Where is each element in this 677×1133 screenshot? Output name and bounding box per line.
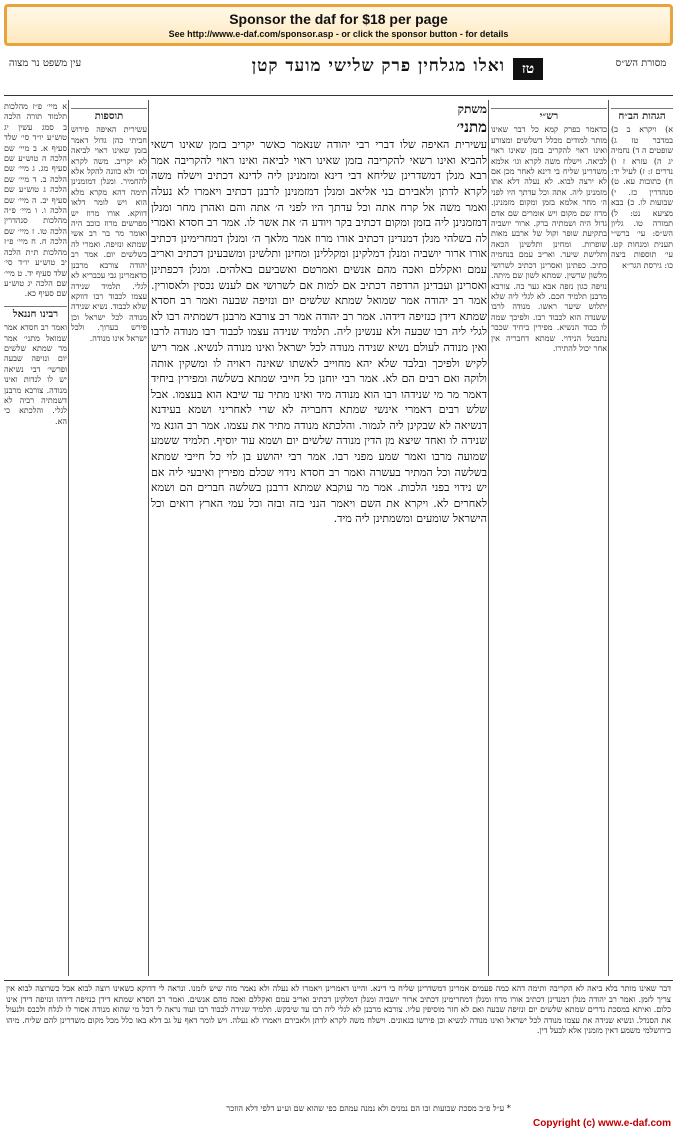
- copyright-link[interactable]: Copyright (c) www.e-daf.com: [533, 1118, 671, 1129]
- right-margin-text: א) ויקרא ב ב) במדבר טז ג) שופטים ה ד) נחמיה יג ה) עזרא ז ו) נדרים ז: ז) לעיל יד: ח) כתובות עא. ט) סנהדרין כז. י) שבועות לו. כ) בבא מציעא נט: ל) תמורה טו. גליון הש״ס: עי׳ ברש״י תענית ומנחות קט. עי׳ תוספות ביצה כו: גירסת הגר״א: [611, 125, 673, 270]
- rashi-label: רש״י: [491, 108, 607, 122]
- mishna-label: מתני׳: [456, 117, 487, 136]
- column-divider: [148, 100, 149, 976]
- rashi-column: [491, 102, 607, 974]
- tosafot-text: עשירית האיפה פירוש חביתי כהן גדול דאמר בזמן שאינו ראוי לביאה לא יקריב. משה לקרא וכו׳ ולא כוונה להקל אלא להחמיר. ומנלן דמזמנינן תימה דהא מקרא מלא הוא ויש לומר דלאו דווקא. אורו מרוז יש מפרשים מרוז כוכב היה ואומר מר בר רב אשי שמתא ונזיפה. ואמרי לה בשלשים יום. אמר רב יהודה צורבא מרבנן כדאמרינן גבי עכבריא לא לגלי. תלמיד שנידה עצמו לכבוד רבו דווקא שלא לכבוד. נשיא שנידה מנודה לכל ישראל וכן פירש בערוך. ולכל ישראל אינו מנודה.: [71, 125, 147, 343]
- gemara-column: [151, 102, 487, 974]
- rabbeinu-chananel-label: רבינו חננאל: [4, 306, 67, 320]
- column-divider: [608, 100, 609, 976]
- sponsor-title[interactable]: Sponsor the daf for $18 per page: [229, 11, 448, 27]
- bottom-commentary: [4, 980, 673, 1100]
- right-margin-heading: מסורת הש״ס: [615, 58, 667, 69]
- gemara-text: עשירית האיפה שלו דברי רבי יהודה שנאמר כאשר יקריב בזמן שאינו רשאי להביא ואינו רשאי להקריבה בזמן שאינו ראוי לביאה ואינו ראוי להקריבה אמר רבא מנלן דמשדרינן שליחא דבי דינא ומזמנינן ליה לדינא דכתיב וישלח משה לקרא לדתן ולאבירם בני אליאב ומנלן דמזמנינן לרבנן דכתיב ויאמרו לא נעלה ואמר משה אל קרח אתה וכל עדתך היו לפני ה׳ אתה והם ואהרן מחר ומנלן דמזמנינן ליה בזמן ומקום דכתיב בקר ויודע ה׳ את אשר לו. אמר רב חסדא ואמרי לה בשלהי מנלן דמנדינן דכתיב אורו מרוז אמר מלאך ה׳ ומנלן דמחרימינן דכתיב אורו ארור יושביה ומנלן דמלקינן ומקללינן ומחינן ותלשינן ומשבעינן דכתיב ואריב עמם ואקללם ואכה מהם אנשים ואמרטם ואשביעם באלהים. ומנלן דכפתינן ואסרינן ועבדינן הרדפה דכתיב אם למות אם לשרושי אם לענש נכסין ולאסורין. אמר רב יהודה אמר שמואל שמתא שלשים יום ונזיפה שבעה ואמר רב חסדא שמתא דידן כנזיפה דידהו. אמר רב יהודה אמר רב צורבא מרבנן דשמתיה רבו לא לגלי ליה רבו שבעה ולא ענשינן ליה. תלמיד שנידה עצמו לכבוד רבו מנודה לרבו ואין מנודה לעולם נשיא שנידה מנודה לכל ישראל ואינו מנודה לנשיא. אמר ריש לקיש ולפיכך ובלבד שלא יהא מחוייב לאשתו שאינה ראויה לו ומשקין אותה ולוקה ואם רבים הם לא. אמר רבי יוחנן כל חייבי שמתא בשלשה ומפירין ביחיד דאמר מר מי שנידהו רבו הוא מנודה מיד ואינו מתיר עד שיבא הוא בעצמו. אבל שלש רבים דאמרי אינשי שמתא דחבריה לא שרי לאחריני ושמא בעידנא דנשיאה לא שבקינן ליה לגמור. והלכתא מנודה מתיר את עצמו. אמר רב הונא מי שנידה לו ואחד שיצא מן הדין מנודה שלשים יום ושמא עוד יוסיף. תלמיד ששמע שמועה מרבו ואמר שמע מפני רבו. אמר רבי יהושע בן לוי כל חייבי שמתא בשלשה וכל המתיר בעשרה ואמר רב חסדא נידוי שכלם מפירין ואיבעי ליה אם יש נידוי בפני הלכות. אמר מר עוקבא שמתא דרבנן בשלשה חברים הם ושמא לאחרים לא. ויקרא את השם ויאמר הנני בזה ובזה וכל עמי הארץ רואים וכל הישראל שומעים ומשמתינן ליה מיד.: [151, 138, 487, 526]
- tosafot-label: תוספות: [71, 108, 147, 122]
- column-divider: [68, 100, 69, 976]
- footnote: * ע״ל פ״ב מסכת שבועות ובו הם נמנים ולא נמנה עמהם כפי שהוא שם וע״ע דלפי דלא הוזכר: [226, 1104, 511, 1113]
- rabbeinu-chananel-text: ואמר רב חסדא אמר שמואל מתני׳ אמר מר שמתא שלשים יום ונזיפה שבעה ופרשי׳ דבי נשיאה יש לו לנדות ואינו מנודה. צורבא מרבנן דשמתיה רביה לא לגלי. והלכתא כי הא.: [4, 323, 67, 426]
- page-header: [4, 52, 673, 96]
- page-title: ואלו מגלחין פרק שלישי מועד קטן: [251, 56, 505, 76]
- hagahot-label: הגהות הב״ח: [611, 108, 673, 122]
- sponsor-banner[interactable]: [4, 4, 673, 46]
- column-divider: [488, 100, 489, 976]
- left-margin-column: [4, 102, 67, 974]
- tosafot-column: [71, 102, 147, 974]
- sponsor-subtitle[interactable]: See http://www.e-daf.com/sponsor.asp - or click the sponsor button - for details: [168, 29, 509, 39]
- daf-number: טז: [513, 58, 543, 80]
- ein-mishpat-text: א מיי׳ פ״ז מהלכות תלמוד תורה הלכה ב סמג עשין יג טוש״ע יו״ד סי׳ שלד סעיף א. ב מיי׳ שם הלכה ה טוש״ע שם סעיף מג. ג מיי׳ שם הלכה ב. ד מיי׳ שם הלכה ג טוש״ע שם סעיף יב. ה מיי׳ שם הלכה ו. ו מיי׳ פ״ה מהלכות סנהדרין הלכה טו. ז מיי׳ שם הלכה ח. ח מיי׳ פ״ז מהלכות ת״ת הלכה יב טוש״ע יו״ד סי׳ שלד סעיף יד. ט מיי׳ שם הלכה יג טוש״ע שם סעיף כא.: [4, 102, 67, 299]
- talmud-page: [4, 52, 673, 1124]
- bottom-commentary-text: דבר שאינו מותר בלא ביאה לא הקריבה ותימה דהא כמה פעמים אמרינן דמשדרינן שליח בי דינא. והיינו דאמרינן ויאמרו לא נעלה ולא נאמר מזה שיש לזמנו. ונראה לי דדוקא כשאינו רוצה לבוא אבל כשרוצה לבוא אין צריך לזמן. ואמר רב יהודה מנלן דמנדינן דכתיב אורו מרוז ומנלן דמחרימינן דכתיב ארור יושביה ומנלן דמלקינן דכתיב ואריב עמם ואקללם ואכה מהם אנשים. ואמר רב חסדא שמתא דידן כנזיפה דידהו ונזיפה דידן אינו כלום. ואיתא במסכת נדרים שמתא שלשים יום ונזיפה שבעה ואם לא חזר מוסיפין עליו. צורבא מרבנן לא לגלי ליה רבו עד שיבקש. תלמיד שנידה לכבוד רבו ועוד נראה לי דכל מי שהוא מנודה אסור לו לגלח ולכבס ולנעול את הסנדל. ונשיא שנידה את עצמו מנודה לכל ישראל ואינו מנודה לנשיא וכן פירשו בגאונים. וישלח משה לקרא לדתן ולאבירם ויאמרו לא נעלה. ויש לומר דאף על גב דלא באו כלל מכל מקום משדרינן להם שליח. מיהו בירושלמי משמע דאין מזמנין אלא לבעל דין.: [6, 984, 672, 1036]
- rashi-text: כדאמר בפרק קמא כל דבר שאינו מותר למודים מכלל דשלשים ומצורע ואינו ראוי להקריב בזמן שאינו ראוי לביאה. וישלח משה לקרא וגו׳ אלמא משדרינן שליח בי דינא לאחר מכן אם לא ירצה לבוא. לא נעלה דלא אתו מזמנינן ליה. אתה וכל עדתך היו לפני ה׳ מחר אלמא בזמן ומקום מזמנינן. מרוז שם מקום ויש אומרים שם אדם גדול היה ושמתיה ברק. ארור יושביה בתקיעת שופר וקול של ארבע מאות שופרות. ומחינן ותלשינן הכאה ותלישת שיער. ואריב עמם בנחמיה כתיב. כפתינן ואסרינן דכתיב לשרושי מלשון שרשין. שמתא לשון שם מיתה. נזיפה כגון נזפה אבא גער בה. צורבא מרבנן תלמיד חכם. לא לגלי ליה שלא יתלוש שיער ראשו. מנודה לרבו ששנדה הוא לכבוד רבו. ולפיכך שמה לו כבוד הנשיא. מפירין ביחיד שכבר נתבטל הנידוי. שמתא דחבריה אין אחר יכול להתירו.: [491, 125, 607, 353]
- left-margin-heading: עין משפט נר מצוה: [8, 58, 82, 69]
- opening-word: משתק: [457, 102, 487, 116]
- right-margin-column: [611, 102, 673, 974]
